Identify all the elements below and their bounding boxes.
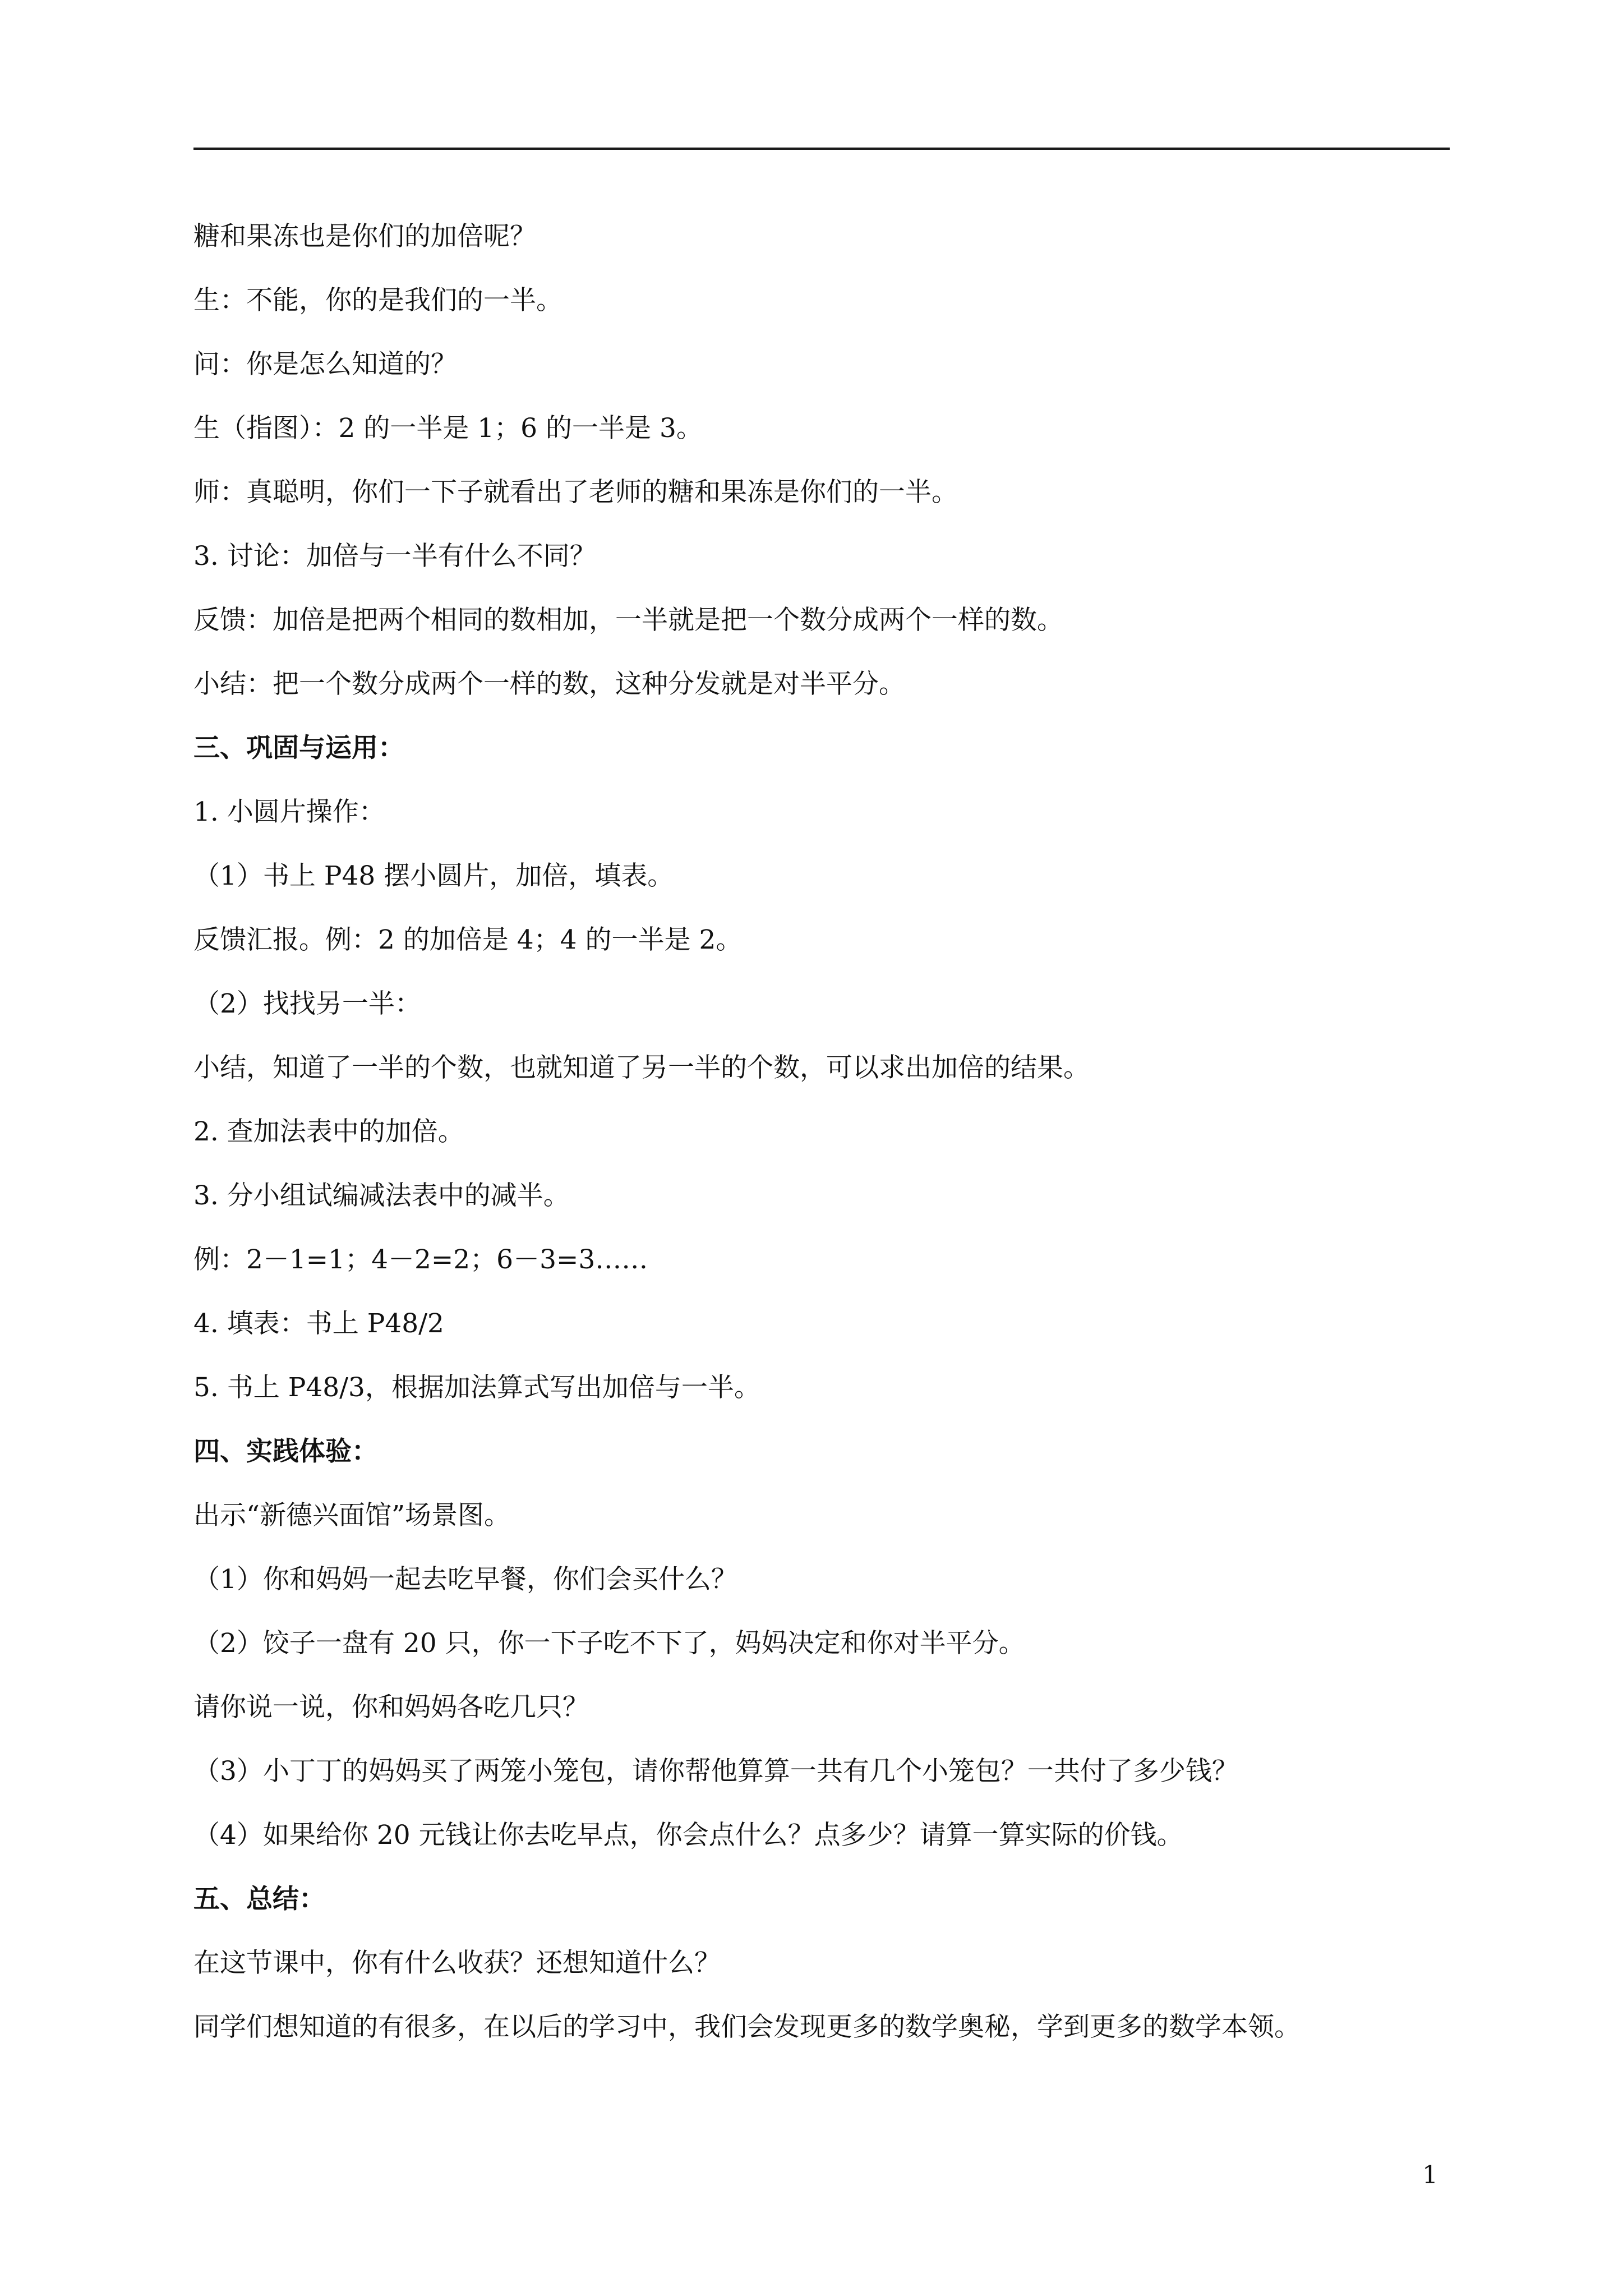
text-line: 小结：把一个数分成两个一样的数，这种分发就是对半平分。: [193, 669, 905, 700]
text-line: 在这节课中，你有什么收获？还想知道什么？: [193, 1948, 721, 1978]
text-line: （2）找找另一半：: [193, 988, 421, 1019]
section-heading: 四、实践体验：: [193, 1436, 378, 1467]
page-number: 1: [1422, 2161, 1438, 2189]
text-line: 生：不能，你的是我们的一半。: [193, 285, 562, 316]
text-line: 师：真聪明，你们一下子就看出了老师的糖和果冻是你们的一半。: [193, 477, 958, 508]
text-line: （1）书上 P48 摆小圆片，加倍，填表。: [193, 861, 674, 891]
text-line: （2）饺子一盘有 20 只，你一下子吃不下了，妈妈决定和你对半平分。: [193, 1628, 1025, 1659]
text-line: 生（指图）：2 的一半是 1；6 的一半是 3。: [193, 413, 703, 444]
text-line: 3. 讨论：加倍与一半有什么不同？: [193, 541, 596, 572]
section-heading: 五、总结：: [193, 1884, 325, 1915]
text-line: 请你说一说，你和妈妈各吃几只？: [193, 1692, 589, 1723]
text-line: 1. 小圆片操作：: [193, 797, 385, 827]
text-line: 4. 填表：书上 P48/2: [193, 1308, 444, 1339]
text-line: 2. 查加法表中的加倍。: [193, 1116, 464, 1147]
text-line: 出示“新德兴面馆”场景图。: [193, 1500, 511, 1531]
text-line: 同学们想知道的有很多，在以后的学习中，我们会发现更多的数学奥秘，学到更多的数学本领。: [193, 2012, 1301, 2042]
header-rule: [193, 148, 1450, 150]
text-line: （1）你和妈妈一起去吃早餐，你们会买什么？: [193, 1564, 737, 1595]
text-line: 例：2－1=1；4－2=2；6－3=3……: [193, 1244, 648, 1275]
text-line: 问：你是怎么知道的？: [193, 349, 457, 380]
text-line: 反馈：加倍是把两个相同的数相加，一半就是把一个数分成两个一样的数。: [193, 605, 1063, 636]
text-line: （3）小丁丁的妈妈买了两笼小笼包，请你帮他算算一共有几个小笼包？一共付了多少钱？: [193, 1756, 1238, 1787]
text-line: （4）如果给你 20 元钱让你去吃早点，你会点什么？点多少？请算一算实际的价钱。: [193, 1820, 1183, 1851]
text-line: 糖和果冻也是你们的加倍呢？: [193, 221, 536, 252]
section-heading: 三、巩固与运用：: [193, 733, 404, 763]
document-body: [193, 205, 1450, 2059]
text-line: 小结，知道了一半的个数，也就知道了另一半的个数，可以求出加倍的结果。: [193, 1052, 1090, 1083]
text-line: 反馈汇报。例：2 的加倍是 4；4 的一半是 2。: [193, 924, 743, 955]
text-line: 5. 书上 P48/3，根据加法算式写出加倍与一半。: [193, 1372, 760, 1403]
text-line: 3. 分小组试编减法表中的减半。: [193, 1180, 570, 1211]
